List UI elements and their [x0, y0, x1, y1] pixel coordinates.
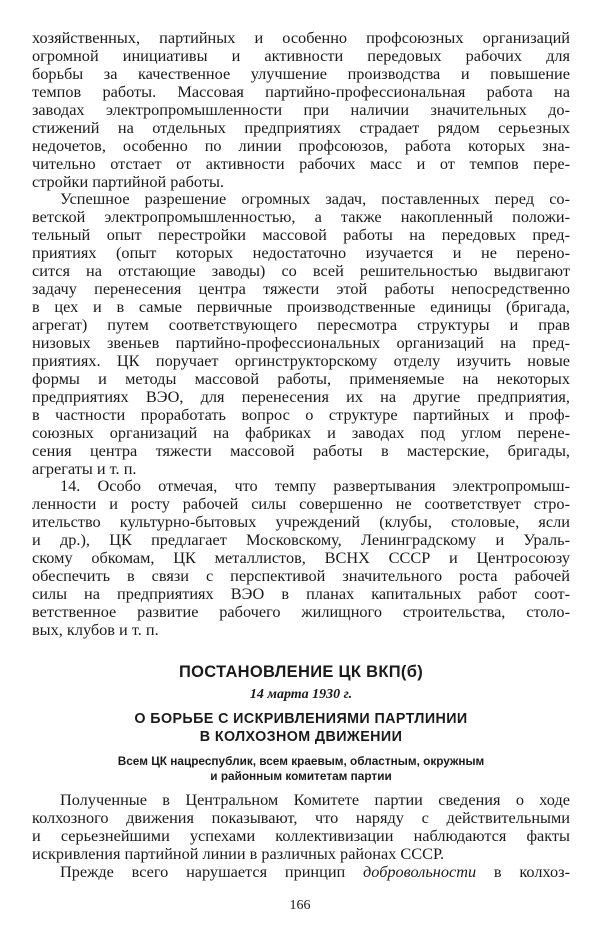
final-paragraph [32, 863, 570, 881]
text-line: темпов работы. Массовая партийно-профессиональная работа на [32, 81, 570, 101]
resolution-address [32, 754, 570, 785]
text-line: борьбы за качественное улучшение производства и повышение [32, 63, 570, 83]
text-line: в цех и в самые первичные производственные единицы (бригада, [32, 297, 570, 317]
bottom-paragraph [32, 791, 570, 863]
text-line: ветской электропромышленностью, а также накопленный положи- [32, 207, 570, 227]
resolution-heading [32, 660, 570, 785]
text-line: ветственное развитие рабочего жилищного строительства, столо- [32, 602, 570, 621]
subtitle-line: О БОРЬБЕ С ИСКРИВЛЕНИЯМИ ПАРТЛИНИИ [134, 710, 468, 727]
italic-emphasis: добровольности [363, 861, 477, 881]
text-span: Прежде всего нарушается принцип [60, 861, 346, 881]
paragraph [32, 477, 570, 638]
text-line: огромной инициативы и активности передовых рабочих для [32, 45, 570, 65]
resolution-title: ПОСТАНОВЛЕНИЕ ЦК ВКП(б) [179, 662, 423, 681]
text-line: стройки партийной работы. [32, 171, 224, 191]
text-line: колхозного движения показывают, что наряду с действительными [32, 807, 570, 827]
text-line: предприятиях ВЭО, для перенесения их на другие предприятия, [32, 386, 570, 406]
text-line: Успешное разрешение огромных задач, поставленных перед со- [60, 189, 570, 209]
text-line: приятиях. ЦК поручает оргинструкторскому отделу изучить новые [32, 350, 570, 370]
text-span: в колхоз- [493, 861, 570, 881]
page-body [32, 29, 570, 881]
text-line: в частности проработать вопрос о структуре партийных и проф- [32, 404, 570, 424]
text-line: вых, клубов и т. п. [32, 619, 159, 639]
text-line: союзных организаций на фабриках и заводах под углом перене- [32, 422, 570, 442]
text-line: приятиях (опыт которых недостаточно изучается и не перено- [32, 243, 570, 263]
text-line: сится на отстающие заводы) со всей решительностью выдвигают [32, 261, 570, 281]
top-text [32, 29, 570, 639]
resolution-date: 14 марта 1930 г. [249, 686, 353, 702]
text-line: агрегат) путем соответствующего пересмотра структуры и прав [32, 315, 570, 334]
text-line: и серьезнейшими успехами коллективизации наблюдаются факты [32, 825, 570, 845]
text-line: стижений на отдельных предприятиях страдает рядом серьезных [32, 117, 570, 137]
text-line: заводах электропромышленности при наличии значительных до- [32, 99, 570, 119]
text-line: сения центра тяжести массовой работы в мастерские, бригады, [32, 440, 570, 460]
text-line: недочетов, особенно по линии профсоюзов, работа которых зна- [32, 135, 570, 155]
text-line: формы и методы массовой работы, применяемые на некоторых [32, 368, 570, 388]
text-line: задачу перенесения центра тяжести этой работы непосредственно [32, 279, 570, 299]
text-line: хозяйственных, партийных и особенно профсоюзных организаций [32, 28, 570, 47]
text-line: низовых звеньев партийно-профессиональных организаций на пред- [32, 332, 570, 352]
text-line: силы на предприятиях ВЭО в планах капитальных работ соот- [32, 584, 570, 604]
page-number: 166 [289, 898, 311, 913]
text-line: агрегаты и т. п. [32, 458, 137, 478]
text-line [32, 863, 570, 881]
text-line: скому обкомам, ЦК металлистов, ВСНХ СССР и Центросоюзу [32, 548, 570, 568]
address-line: и районным комитетам партии [210, 769, 392, 784]
paragraph [32, 190, 570, 477]
paragraph [32, 29, 570, 190]
address-line: Всем ЦК нацреспублик, всем краевым, областным, окружным [117, 753, 485, 768]
text-line: ленности и росту рабочей силы совершенно не соответствует стро- [32, 494, 570, 514]
resolution-subtitle [32, 710, 570, 746]
text-line: искривления партийной линии в различных районах СССР. [32, 843, 445, 863]
text-line: 14. Особо отмечая, что темпу развертывания электропромыш- [60, 476, 570, 496]
subtitle-line: В КОЛХОЗНОМ ДВИЖЕНИИ [199, 728, 403, 745]
text-line: ительство культурно-бытовых учреждений (клубы, столовые, ясли [32, 512, 570, 532]
text-line: тельный опыт перестройки массовой работы на передовых пред- [32, 225, 570, 245]
text-line: обеспечить в связи с перспективой значительного роста рабочей [32, 566, 570, 586]
text-line: чительно отстает от активности рабочих масс и от темпов пере- [32, 153, 570, 173]
text-line: Полученные в Центральном Комитете партии сведения о ходе [60, 789, 570, 809]
text-line: и др.), ЦК предлагает Московскому, Ленинградскому и Ураль- [32, 530, 570, 550]
